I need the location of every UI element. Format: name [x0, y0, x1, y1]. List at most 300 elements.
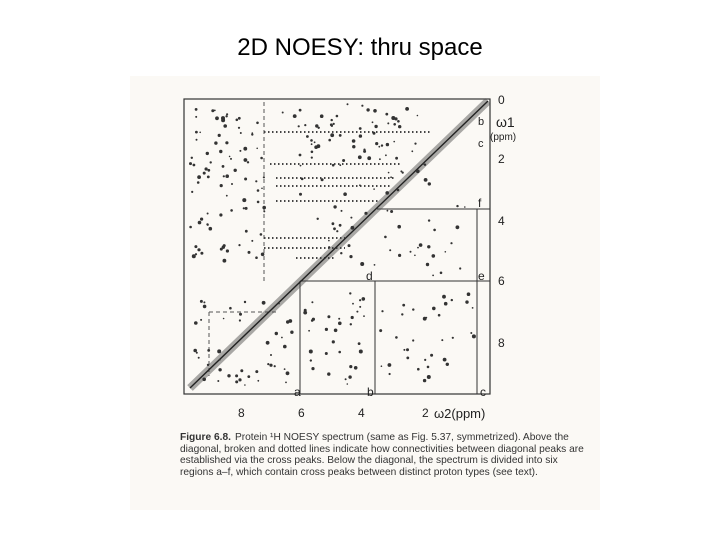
- cross-peak: [400, 170, 402, 172]
- cross-peak: [388, 172, 390, 174]
- cross-peak: [317, 218, 319, 220]
- cross-peak: [417, 247, 419, 249]
- cross-peak: [261, 188, 263, 190]
- cross-peak: [333, 227, 336, 230]
- cross-peak: [235, 380, 238, 383]
- cross-peak: [403, 349, 405, 351]
- cross-peak: [239, 319, 241, 321]
- cross-peak: [359, 134, 362, 137]
- cross-peak: [332, 164, 335, 167]
- cross-peak: [390, 176, 392, 178]
- cross-peak: [427, 375, 431, 379]
- cross-peak: [358, 155, 362, 159]
- cross-peak: [198, 221, 202, 225]
- cross-peak: [348, 244, 351, 247]
- cross-peak: [412, 339, 414, 341]
- cross-peak: [343, 192, 347, 196]
- region-label-d: d: [366, 269, 373, 283]
- cross-peak: [223, 318, 225, 320]
- cross-peak: [244, 384, 246, 386]
- cross-peak: [441, 339, 443, 341]
- cross-peak: [306, 135, 309, 138]
- cross-peak: [356, 311, 358, 313]
- cross-peak: [328, 139, 331, 142]
- ppm-label: (ppm): [490, 132, 517, 143]
- cross-peak: [209, 227, 213, 231]
- cross-peak: [438, 314, 441, 317]
- cross-peak: [325, 352, 328, 355]
- cross-peak: [372, 121, 374, 123]
- cross-peak: [311, 301, 313, 303]
- cross-peak: [226, 113, 228, 115]
- cross-peak: [385, 191, 389, 195]
- cross-peak: [311, 157, 313, 159]
- cross-peak: [390, 210, 393, 213]
- cross-peak: [229, 307, 232, 310]
- cross-peak: [334, 329, 338, 333]
- cross-peak: [207, 176, 210, 179]
- cross-peak: [398, 254, 401, 257]
- cross-peak: [311, 367, 314, 370]
- cross-peak: [456, 225, 460, 229]
- cross-peak: [386, 143, 389, 146]
- cross-peak: [261, 253, 265, 257]
- cross-peak: [393, 123, 396, 126]
- cross-peak: [385, 113, 388, 116]
- cross-peak: [336, 115, 339, 118]
- cross-peak: [243, 207, 245, 209]
- cross-peak: [299, 193, 302, 196]
- cross-peak: [207, 349, 210, 352]
- cross-peak: [359, 184, 361, 186]
- cross-peak: [298, 125, 300, 127]
- cross-peak: [354, 366, 358, 370]
- cross-peak: [217, 349, 221, 353]
- region-label-a: a: [294, 385, 301, 399]
- cross-peak: [424, 359, 426, 361]
- cross-peak: [363, 315, 365, 317]
- cross-peak: [231, 183, 233, 185]
- cross-peak: [331, 119, 333, 121]
- cross-peak: [238, 117, 241, 120]
- cross-peak: [282, 112, 284, 114]
- cross-peak: [245, 230, 248, 233]
- cross-peak: [308, 330, 310, 332]
- cross-peak: [352, 145, 355, 148]
- cross-peak: [389, 249, 391, 251]
- cross-peak: [256, 122, 259, 125]
- cross-peak: [189, 162, 192, 165]
- cross-peak: [405, 107, 409, 111]
- cross-peak: [394, 117, 397, 120]
- cross-peak: [327, 372, 330, 375]
- cross-peak: [358, 342, 361, 345]
- cross-peak: [341, 210, 343, 212]
- cross-peak: [218, 368, 221, 371]
- cross-peak: [349, 292, 351, 294]
- cross-peak: [470, 332, 472, 334]
- cross-peak: [338, 318, 340, 320]
- cross-peak: [411, 150, 413, 152]
- cross-peak: [366, 108, 369, 111]
- cross-peak: [423, 379, 426, 382]
- cross-peak: [347, 103, 349, 105]
- cross-peak: [352, 303, 354, 305]
- cross-peak: [200, 252, 203, 255]
- cross-peak: [227, 374, 230, 377]
- cross-peak: [214, 141, 217, 144]
- cross-peak: [360, 262, 364, 266]
- cross-peak: [239, 150, 241, 152]
- cross-peak: [311, 151, 314, 154]
- cross-peak: [221, 116, 225, 120]
- cross-peak: [195, 116, 197, 118]
- bottom-tick-6: 6: [298, 406, 305, 420]
- cross-peak: [330, 133, 334, 137]
- cross-peak: [189, 226, 192, 229]
- cross-peak: [218, 134, 221, 137]
- cross-peak: [443, 358, 447, 362]
- region-label-c: c: [480, 385, 486, 399]
- cross-peak: [191, 191, 193, 193]
- cross-peak: [238, 378, 241, 381]
- cross-peak: [342, 159, 345, 162]
- cross-peak: [345, 378, 347, 380]
- cross-peak: [255, 256, 258, 259]
- omega2-label: ω2(ppm): [434, 406, 486, 421]
- cross-peak: [239, 313, 242, 316]
- region-label-e: e: [478, 269, 485, 283]
- cross-peak: [251, 133, 253, 135]
- cross-peak: [352, 139, 356, 143]
- cross-peak: [222, 165, 225, 168]
- cross-peak: [263, 210, 265, 212]
- cross-peak: [433, 229, 436, 232]
- right-tick-2: 2: [498, 152, 505, 166]
- cross-peak: [339, 164, 341, 166]
- cross-peak: [373, 188, 375, 190]
- cross-peak: [340, 252, 342, 254]
- cross-peak: [412, 308, 414, 310]
- cross-peak: [260, 233, 263, 236]
- cross-peak: [197, 175, 201, 179]
- cross-peak: [203, 172, 206, 175]
- cross-peak: [414, 143, 416, 145]
- cross-peak: [301, 178, 304, 181]
- cross-peak: [363, 150, 366, 153]
- cross-peak: [338, 322, 342, 326]
- cross-peak: [225, 115, 227, 117]
- cross-peak: [283, 345, 287, 349]
- cross-peak: [350, 217, 352, 219]
- cross-peak: [321, 178, 324, 181]
- cross-peak: [245, 207, 248, 210]
- cross-peak: [440, 272, 443, 275]
- cross-peak: [255, 370, 258, 373]
- cross-peak: [427, 245, 430, 248]
- cross-peak: [223, 175, 225, 177]
- cross-peak: [229, 156, 231, 158]
- cross-peak: [274, 365, 276, 367]
- cross-peak: [338, 351, 341, 354]
- right-tick-8: 8: [498, 336, 505, 350]
- cross-peak: [397, 120, 400, 123]
- cross-peak: [217, 380, 219, 382]
- cross-peak: [384, 236, 387, 239]
- cross-peak: [226, 195, 228, 197]
- cross-peak: [378, 146, 380, 148]
- cross-peak: [359, 350, 363, 354]
- cross-peak: [387, 122, 389, 124]
- cross-peak: [315, 124, 318, 127]
- cross-peak: [367, 156, 371, 160]
- cross-peak: [328, 246, 330, 248]
- scanned-figure: [130, 76, 600, 510]
- cross-peak: [206, 223, 208, 225]
- cross-peak: [387, 210, 389, 212]
- cross-peak: [230, 209, 233, 212]
- cross-peak: [286, 320, 289, 323]
- cross-peak: [310, 359, 312, 361]
- cross-peak: [275, 332, 278, 335]
- cross-peak: [395, 336, 398, 339]
- cross-peak: [240, 132, 242, 134]
- cross-peak: [417, 368, 420, 371]
- cross-peak: [304, 124, 306, 126]
- cross-peak: [351, 316, 354, 319]
- cross-peak: [223, 124, 227, 128]
- right-tick-6: 6: [498, 274, 505, 288]
- cross-peak: [333, 205, 336, 208]
- cross-peak: [230, 158, 232, 160]
- caption-text: Protein ¹H NOESY spectrum (same as Fig. 5.37, symmetrized). Above the diagonal, broken and dotted lines indicate how connectivities between diagonal peaks are established via the cross peaks. Below the diagonal, the spectrum is divided into six regions a–f, which contain cross peaks between distinct proton types (see text).: [180, 432, 584, 478]
- cross-peak: [263, 176, 265, 178]
- cross-peak: [219, 359, 221, 361]
- cross-peak: [339, 134, 342, 137]
- small-label-c: c: [478, 138, 484, 150]
- cross-peak: [226, 249, 229, 252]
- cross-peak: [238, 244, 240, 246]
- cross-peak: [207, 213, 209, 215]
- cross-peak: [214, 110, 216, 112]
- cross-peak: [416, 170, 420, 174]
- cross-peak: [375, 142, 378, 145]
- cross-peak: [310, 139, 313, 142]
- cross-peak: [260, 157, 263, 160]
- region-label-f: f: [478, 196, 482, 210]
- bottom-tick-8: 8: [238, 406, 245, 420]
- cross-peak: [256, 148, 258, 150]
- cross-peak: [255, 180, 257, 182]
- cross-peak: [317, 144, 321, 148]
- cross-peak: [225, 141, 228, 144]
- cross-peak: [197, 181, 200, 184]
- cross-peak: [219, 213, 222, 216]
- cross-peak: [290, 331, 293, 334]
- cross-peak: [395, 157, 398, 160]
- cross-peak: [464, 206, 466, 208]
- cross-peak: [330, 123, 333, 126]
- cross-peak: [374, 264, 376, 266]
- cross-peak: [293, 114, 297, 118]
- cross-peak: [300, 165, 302, 167]
- cross-peak: [401, 313, 403, 315]
- cross-peak: [426, 263, 429, 266]
- omega1-label: ω1: [496, 114, 515, 130]
- cross-peak: [248, 251, 251, 254]
- cross-peak: [406, 357, 409, 360]
- cross-peak: [251, 240, 253, 242]
- cross-peak: [444, 302, 448, 306]
- cross-peak: [424, 178, 428, 182]
- cross-peak: [220, 184, 223, 187]
- region-label-b: b: [367, 385, 374, 399]
- cross-peak: [202, 378, 206, 382]
- cross-peak: [206, 152, 209, 155]
- cross-peak: [327, 315, 330, 318]
- cross-peak: [446, 363, 449, 366]
- cross-peak: [281, 337, 283, 339]
- slide-title: 2D NOESY: thru space: [237, 34, 483, 61]
- cross-peak: [373, 109, 377, 113]
- cross-peak: [195, 253, 197, 255]
- cross-peak: [200, 319, 202, 321]
- cross-peak: [397, 189, 400, 192]
- cross-peak: [328, 240, 330, 242]
- cross-peak: [312, 318, 315, 321]
- cross-peak: [402, 304, 405, 307]
- cross-peak: [422, 163, 424, 165]
- cross-peak: [351, 226, 355, 230]
- cross-peak: [244, 158, 248, 162]
- cross-peak: [257, 201, 260, 204]
- cross-peak: [198, 357, 200, 359]
- cross-peak: [207, 169, 210, 172]
- cross-peak: [320, 114, 324, 118]
- cross-peak: [247, 375, 250, 378]
- cross-peak: [210, 161, 212, 163]
- cross-peak: [207, 364, 209, 366]
- cross-peak: [349, 365, 352, 368]
- cross-peak: [406, 348, 409, 351]
- cross-peak: [200, 218, 203, 221]
- cross-peak: [359, 127, 362, 130]
- cross-peak: [269, 364, 272, 367]
- cross-peak: [299, 154, 302, 157]
- cross-peak: [442, 295, 446, 299]
- cross-peak: [350, 323, 352, 325]
- cross-peak: [200, 300, 203, 303]
- cross-peak: [311, 143, 313, 145]
- cross-peak: [242, 198, 246, 202]
- cross-peak: [361, 105, 363, 107]
- cross-peak: [452, 337, 454, 339]
- cross-peak: [472, 307, 474, 309]
- cross-peak: [359, 306, 361, 308]
- cross-peak: [314, 141, 316, 143]
- cross-peak: [428, 219, 430, 221]
- cross-peak: [333, 123, 335, 125]
- cross-peak: [286, 371, 290, 375]
- cross-peak: [257, 380, 259, 382]
- small-label-b: b: [478, 116, 485, 128]
- cross-peak: [427, 366, 430, 369]
- cross-peak: [450, 242, 452, 244]
- bottom-tick-2: 2: [422, 406, 429, 420]
- cross-peak: [270, 354, 272, 356]
- cross-peak: [196, 139, 198, 141]
- cross-peak: [336, 230, 338, 232]
- cross-peak: [398, 125, 401, 128]
- figure-caption: [180, 432, 590, 478]
- cross-peak: [393, 141, 395, 143]
- cross-peak: [349, 255, 352, 258]
- cross-peak: [234, 169, 237, 172]
- cross-peak: [364, 212, 367, 215]
- cross-peak: [325, 328, 328, 331]
- cross-peak: [456, 205, 458, 207]
- cross-peak: [417, 115, 419, 117]
- cross-peak: [373, 132, 376, 135]
- cross-peak: [362, 297, 366, 301]
- cross-peak: [445, 251, 447, 253]
- cross-peak: [220, 248, 223, 251]
- cross-peak: [348, 375, 351, 378]
- cross-peak: [472, 334, 476, 338]
- cross-peak: [243, 147, 247, 151]
- cross-peak: [465, 300, 468, 303]
- cross-peak: [240, 369, 243, 372]
- cross-peak: [244, 301, 246, 303]
- cross-peak: [430, 354, 433, 357]
- cross-peak: [278, 303, 280, 305]
- cross-peak: [193, 349, 197, 353]
- cross-peak: [262, 206, 266, 210]
- cross-peak: [193, 164, 196, 167]
- cross-peak: [379, 158, 381, 160]
- cross-peak: [303, 311, 307, 315]
- cross-peak: [285, 382, 287, 384]
- figure-label: Figure 6.8.: [180, 432, 231, 443]
- cross-peak: [359, 299, 361, 301]
- cross-peak: [211, 109, 214, 112]
- cross-peak: [332, 222, 335, 225]
- cross-peak: [467, 292, 471, 296]
- cross-peak: [262, 301, 266, 305]
- diagonal-center: [190, 101, 488, 388]
- cross-peak: [203, 301, 205, 303]
- cross-peak: [347, 383, 349, 385]
- cross-peak: [410, 251, 412, 253]
- cross-peak: [247, 161, 249, 163]
- cross-peak: [381, 365, 383, 367]
- right-tick-0: 0: [498, 93, 505, 107]
- cross-peak: [374, 125, 377, 128]
- cross-peak: [195, 108, 198, 111]
- cross-peak: [191, 157, 193, 159]
- cross-peak: [414, 255, 416, 257]
- cross-peak: [428, 182, 431, 185]
- cross-peak: [419, 243, 423, 247]
- cross-peak: [309, 350, 313, 354]
- cross-peak: [299, 109, 302, 112]
- cross-peak: [203, 305, 207, 309]
- cross-peak: [219, 150, 222, 153]
- cross-peak: [432, 254, 436, 258]
- cross-peak: [197, 248, 200, 251]
- bottom-tick-4: 4: [358, 406, 365, 420]
- cross-peak: [339, 224, 342, 227]
